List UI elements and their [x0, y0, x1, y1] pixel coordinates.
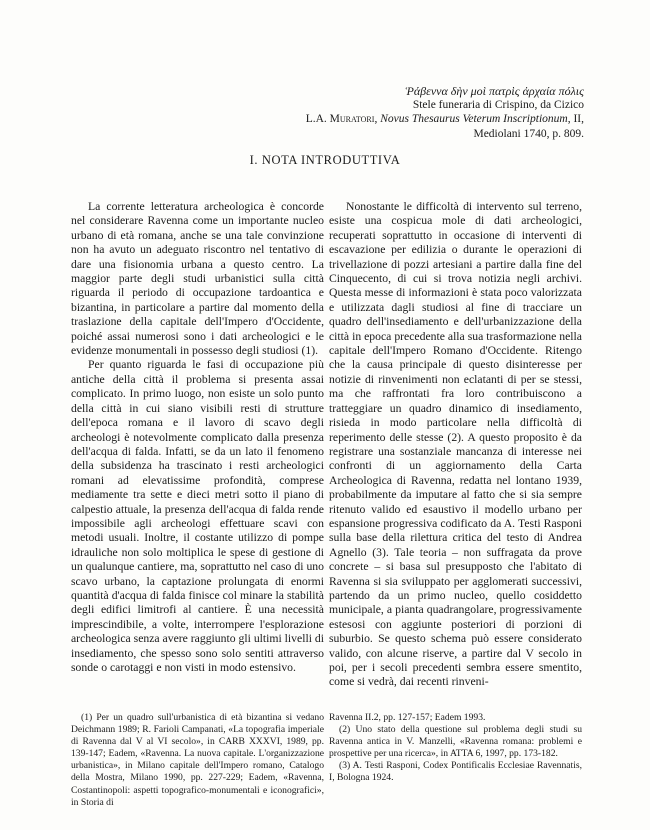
- paragraph: La corrente letteratura archeologica è concorde nel considerare Ravenna come un importante nucleo urbano di età romana, anche se una tale convinzione non ha avuto un adeguato riscontro nel tentativo di dare una fisionomia urbana a questo centro. La maggior parte degli studi urbanistici sulla città riguarda il periodo di occupazione tardoantica e bizantina, in particolare a partire dal momento della traslazione della capitale dell'Impero d'Occidente, poiché assai numerosi sono i dati archeologici e le evidenze monumentali in possesso degli studiosi (1).: [71, 200, 324, 358]
- epigraph-volume: , II,: [567, 113, 584, 126]
- epigraph-citation: L.A. Muratori, Novus Thesaurus Veterum Inscriptionum, II,: [305, 113, 584, 126]
- body-column-left: [71, 200, 324, 675]
- paragraph: Nonostante le difficoltà di intervento sul terreno, esiste una cospicua mole di dati archeologici, recuperati soprattutto in occasione di interventi di escavazione per edilizia o durante le operazioni di trivellazione di pozzi artesiani a partire dalla fine del Cinquecento, di cui si trova notizia negli archivi. Questa messe di informazioni è stata poco valorizzata e utilizzata dagli studiosi al fine di tracciare un quadro dell'insediamento e dell'urbanizzazione della città in epoca precedente alla sua trasformazione nella capitale dell'Impero Romano d'Occidente. Ritengo che la causa principale di questo disinteresse per notizie di rinvenimenti non eclatanti di per se stessi, ma che raffrontati fra loro contribuiscono a tratteggiare un quadro dinamico di insediamento, risieda in modo particolare nella difficoltà di reperimento delle stesse (2). A questo proposito è da registrare una sostanziale mancanza di interesse nei confronti di un aggiornamento della Carta Archeologica di Ravenna, redatta nel lontano 1939, probabilmente da imputare al fatto che si sia sempre ritenuto valido ed esaustivo il modello urbano per espansione progressiva codificato da A. Testi Rasponi sulla base della rilettura critica del testo di Andrea Agnello (3). Tale teoria – non suffragata da prove concrete – si basa sul presupposto che l'abitato di Ravenna si sia sviluppato per agglomerati successivi, partendo da un primo nucleo, quello cosiddetto municipale, a pianta quadrangolare, progressivamente estesosi con aggiunte posteriori di porzioni di suburbio. Se questo schema può essere considerato valido, con alcune riserve, a partire dal V secolo in poi, per i secoli precedenti sembra essere smentito, come si vedrà, dai recenti rinveni-: [329, 200, 582, 689]
- footnote-continuation: Ravenna II.2, pp. 127-157; Eadem 1993.: [329, 712, 486, 723]
- footnote: (2) Uno stato della questione sul problema degli studi su Ravenna antica in V. Manzelli, «Ravenna romana: problemi e prospettive per una ricerca», in ATTA 6, 1997, pp. 173-182.: [329, 724, 582, 760]
- epigraph: [164, 84, 584, 141]
- epigraph-source: Stele funeraria di Crispino, da Cizico: [412, 99, 584, 112]
- footnotes-left: [71, 712, 324, 809]
- paragraph: Per quanto riguarda le fasi di occupazione più antiche della città il problema si presenta assai complicato. In primo luogo, non esiste un solo punto della città in cui siano visibili resti di strutture dell'epoca romana e il lavoro di scavo degli archeologi è notevolmente complicato dalla presenza dell'acqua di falda. Infatti, se da un lato il fenomeno della subsidenza ha trascinato i resti archeologici romani ad elevatissime profondità, comprese mediamente tra sette e dieci metri sotto il piano di calpestio attuale, la presenza dell'acqua di falda rende impossibile agli archeologi effettuare scavi con metodi usuali. Inoltre, il costante utilizzo di pompe idrauliche non solo moltiplica le spese di gestione di un qualunque cantiere, ma, soprattutto nel caso di uno scavo urbano, la captazione prolungata di enormi quantità d'acqua di falda finisce col minare la stabilità degli edifici limitrofi al cantiere. È una necessità imprescindibile, a volte, interrompere l'esplorazione archeologica senza avere raggiunto gli ultimi livelli di insediamento, che spesso sono solo sentiti attraverso sonde o carotaggi e non visti in modo estensivo.: [71, 358, 324, 674]
- epigraph-title: Novus Thesaurus Veterum Inscriptionum: [380, 113, 568, 126]
- section-heading: I. NOTA INTRODUTTIVA: [249, 153, 401, 167]
- body-column-right: [329, 200, 582, 690]
- footnote: (1) Per un quadro sull'urbanistica di età bizantina si vedano Deichmann 1989; R. Farioli Campanati, «La topografia imperiale di Ravenna dal V al VI secolo», in CARB XXXVI, 1989, pp. 139-147; Eadem, «Ravenna. La nuova capitale. L'organizzazione urbanistica», in Milano capitale dell'Impero romano, Catalogo della Mostra, Milano 1990, pp. 227-229; Eadem, «Ravenna, Costantinopoli: aspetti topografico-monumentali e iconografici», in Storia di: [71, 712, 324, 808]
- epigraph-greek-quote: Ῥάβεννα δὴν μοὶ πατρὶς ἀρχαία πόλις: [405, 84, 584, 98]
- footnotes-right: [329, 712, 582, 785]
- footnote: (3) A. Testi Rasponi, Codex Pontificalis Ecclesiae Ravennatis, I, Bologna 1924.: [329, 760, 582, 784]
- epigraph-author: L.A. Muratori: [305, 113, 375, 126]
- epigraph-imprint: Mediolani 1740, p. 809.: [473, 127, 584, 140]
